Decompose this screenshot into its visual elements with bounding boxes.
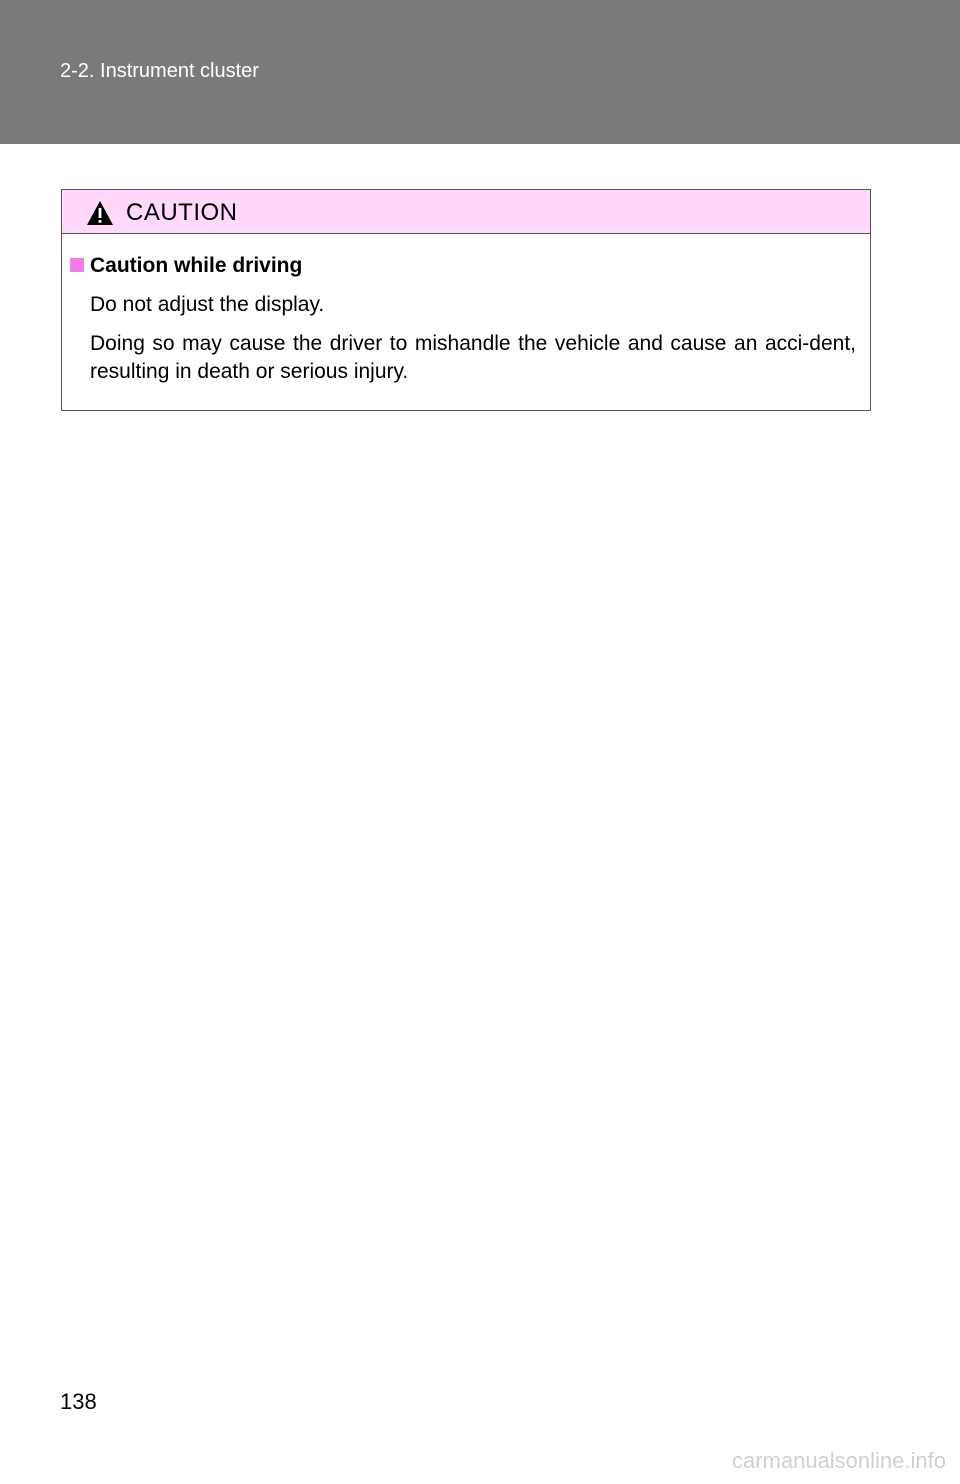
caution-paragraph: Do not adjust the display. <box>90 293 325 316</box>
caution-paragraph: Doing so may cause the driver to mishandle the vehicle and cause an acci-dent, resulting in death or serious injury. <box>90 332 856 383</box>
caution-heading-text: Caution while driving <box>90 254 303 277</box>
page-number: 138 <box>60 1389 97 1414</box>
bullet-square-icon <box>70 258 84 272</box>
warning-triangle-icon <box>86 200 114 226</box>
caution-header <box>62 190 870 234</box>
caution-label: CAUTION <box>126 199 238 226</box>
caution-box <box>61 189 871 411</box>
caution-item-heading <box>70 254 302 278</box>
section-title: 2-2. Instrument cluster <box>60 60 259 82</box>
header-band <box>0 0 960 144</box>
watermark: carmanualsonline.info <box>731 1448 946 1473</box>
